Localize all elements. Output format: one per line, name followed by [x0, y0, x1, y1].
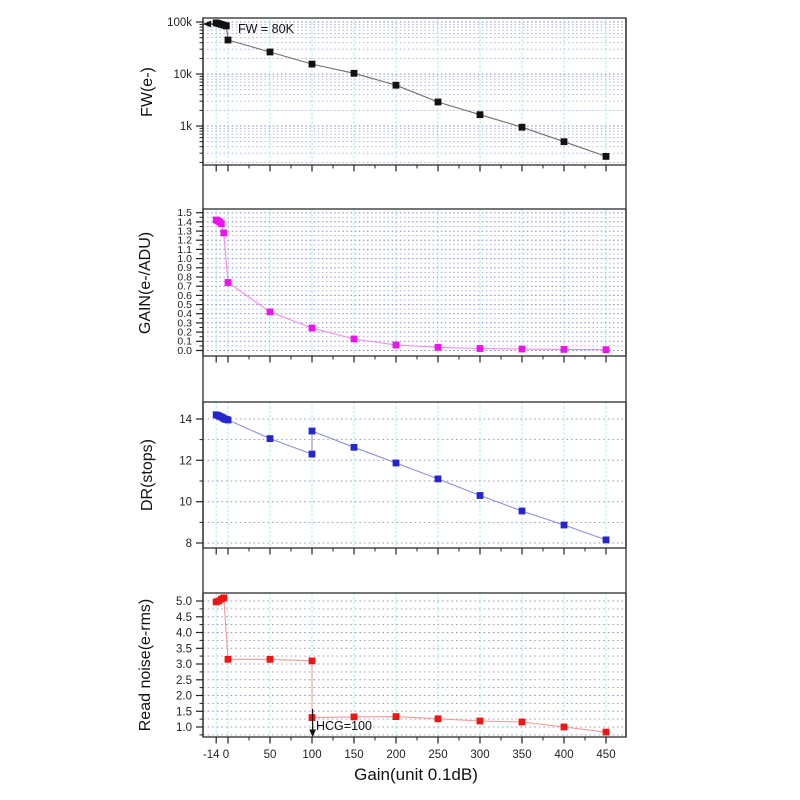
- y-tick-label: 10k: [173, 69, 192, 81]
- marker-gain: [393, 342, 400, 349]
- marker-gain: [351, 336, 358, 343]
- y-tick-label: 2.5: [176, 674, 192, 687]
- y-tick-label: 1.5: [176, 706, 192, 719]
- annotation-hcg-100: HCG=100: [316, 719, 372, 733]
- hcg-arrow-head: [309, 730, 316, 738]
- y-tick-label: 1.0: [176, 722, 192, 734]
- marker-read-noise: [477, 718, 484, 725]
- marker-dynamic-range: [309, 451, 316, 458]
- y-tick-label: 1.4: [177, 216, 192, 229]
- panel-frame-read-noise: [203, 593, 626, 737]
- x-tick-label: 450: [596, 749, 616, 761]
- marker-read-noise: [435, 715, 442, 722]
- y-axis-title-dr: DR(stops): [139, 438, 156, 512]
- y-tick-label: 1.0: [177, 253, 192, 265]
- y-axis-title-fw: FW(e-): [139, 67, 156, 117]
- marker-full-well: [393, 82, 400, 89]
- x-axis-title: Gain(unit 0.1dB): [354, 765, 478, 784]
- y-tick-label: 14: [179, 414, 192, 426]
- y-tick-label: 2.0: [176, 690, 192, 703]
- x-tick-label: -14: [202, 749, 220, 761]
- y-tick-label: 1.1: [177, 243, 192, 256]
- marker-gain: [477, 345, 484, 352]
- marker-dynamic-range: [477, 492, 484, 499]
- marker-full-well: [561, 138, 568, 145]
- y-tick-label: 0.1: [177, 335, 192, 348]
- marker-full-well: [267, 49, 274, 56]
- y-tick-label: 4.5: [176, 611, 192, 624]
- marker-full-well: [223, 23, 230, 30]
- marker-read-noise: [220, 595, 227, 602]
- y-tick-label: 100k: [167, 17, 192, 29]
- panel-frame-gain: [203, 209, 626, 356]
- y-tick-label: 0.7: [177, 280, 192, 293]
- y-tick-label: 0.2: [177, 326, 192, 339]
- marker-gain: [561, 346, 568, 353]
- marker-gain: [435, 344, 442, 351]
- y-tick-label: 10: [179, 496, 192, 509]
- x-tick-label: 50: [263, 749, 277, 761]
- series-line-dynamic-range: [216, 415, 606, 540]
- y-tick-label: 1.5: [177, 207, 192, 220]
- y-tick-label: 0.8: [177, 271, 192, 284]
- marker-read-noise: [603, 729, 610, 736]
- y-tick-label: 1k: [179, 121, 192, 133]
- marker-gain: [267, 309, 274, 316]
- marker-full-well: [477, 111, 484, 118]
- marker-read-noise: [309, 658, 316, 665]
- marker-dynamic-range: [561, 522, 568, 529]
- marker-full-well: [603, 153, 610, 160]
- x-tick-label: 150: [344, 749, 364, 761]
- marker-dynamic-range: [603, 537, 610, 544]
- x-tick-label: 350: [512, 749, 532, 761]
- marker-gain: [218, 220, 225, 227]
- x-tick-label: 250: [428, 749, 448, 761]
- chart-render-root: [167, 17, 626, 761]
- y-tick-label: 0.5: [177, 298, 192, 311]
- y-tick-label: 1.2: [177, 234, 192, 247]
- x-tick-label: 200: [386, 749, 406, 761]
- marker-full-well: [225, 37, 232, 44]
- marker-gain: [225, 279, 232, 286]
- y-tick-label: 0.9: [177, 262, 192, 275]
- marker-gain: [309, 325, 316, 332]
- marker-full-well: [351, 70, 358, 77]
- y-tick-label: 5.0: [176, 596, 192, 608]
- marker-dynamic-range: [519, 508, 526, 515]
- y-tick-label: 3.5: [176, 643, 192, 656]
- marker-read-noise: [393, 713, 400, 720]
- marker-full-well: [309, 61, 316, 68]
- marker-full-well: [519, 124, 526, 131]
- marker-gain: [519, 346, 526, 353]
- y-tick-label: 3.0: [176, 659, 192, 671]
- x-tick-label: 100: [302, 749, 322, 761]
- x-tick-label: 0: [222, 749, 230, 761]
- series-line-gain: [216, 220, 606, 350]
- marker-read-noise: [225, 656, 232, 663]
- y-tick-label: 12: [179, 455, 192, 468]
- y-axis-title-gain: GAIN(e-/ADU): [137, 231, 154, 335]
- x-tick-label: 400: [554, 749, 574, 761]
- y-axis-title-read-noise: Read noise(e-rms): [137, 598, 154, 732]
- marker-gain: [220, 230, 227, 237]
- marker-dynamic-range: [225, 417, 232, 424]
- marker-full-well: [435, 99, 442, 106]
- annotation-fw-80k: FW = 80K: [238, 22, 294, 36]
- marker-read-noise: [519, 719, 526, 726]
- y-tick-label: 8: [185, 538, 192, 550]
- marker-read-noise: [561, 724, 568, 731]
- marker-dynamic-range: [267, 435, 274, 442]
- y-tick-label: 0.6: [177, 289, 192, 302]
- marker-gain: [603, 346, 610, 353]
- y-tick-label: 1.3: [177, 225, 192, 238]
- marker-dynamic-range: [309, 428, 316, 435]
- marker-read-noise: [267, 656, 274, 663]
- marker-dynamic-range: [435, 476, 442, 483]
- y-tick-label: 0.3: [177, 317, 192, 330]
- y-tick-label: 4.0: [176, 627, 192, 640]
- marker-dynamic-range: [351, 444, 358, 451]
- marker-dynamic-range: [393, 460, 400, 467]
- y-tick-label: 0.4: [177, 308, 192, 321]
- y-tick-label: 0.0: [177, 344, 192, 357]
- series-line-read-noise: [216, 598, 606, 732]
- x-tick-label: 300: [470, 749, 490, 761]
